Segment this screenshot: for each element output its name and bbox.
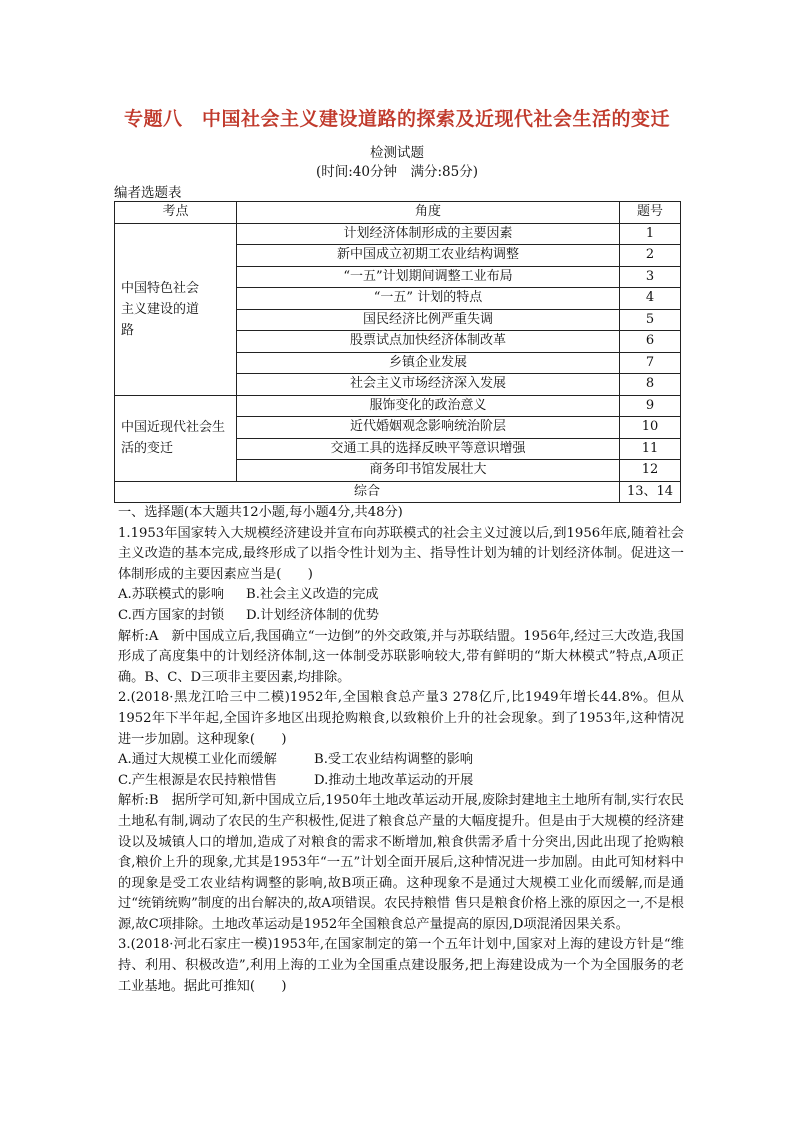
document-subtitle: 检测试题: [370, 145, 424, 161]
number-cell: 7: [620, 352, 681, 374]
table-header-row: [115, 202, 681, 224]
number-cell: 2: [620, 245, 681, 267]
table-row: [115, 395, 681, 417]
option-c: C.西方国家的封锁: [118, 607, 225, 623]
angle-cell: 计划经济体制形成的主要因素: [237, 223, 620, 245]
option-d: D.推动土地改革运动的开展: [314, 772, 474, 788]
option-b: B.社会主义改造的完成: [246, 587, 379, 603]
option-c: C.产生根源是农民持粮惜售: [118, 772, 277, 788]
question-2-options-ab: [118, 750, 684, 771]
section-heading: 一、选择题(本大题共12小题,每小题4分,共48分): [118, 505, 403, 520]
header-topic: 考点: [115, 202, 237, 224]
angle-cell: 商务印书馆发展壮大: [237, 460, 620, 482]
topic-cell: [115, 395, 237, 481]
topic-selection-table: [114, 201, 681, 503]
angle-cell: 新中国成立初期工农业结构调整: [237, 245, 620, 267]
number-cell: 1: [620, 223, 681, 245]
option-b: B.受工农业结构调整的影响: [314, 752, 473, 768]
option-a: A.通过大规模工业化而缓解: [118, 752, 277, 768]
number-cell: 10: [620, 417, 681, 439]
topic-label: 中国近现代社会生活的变迁: [121, 420, 226, 456]
angle-cell: 交通工具的选择反映平等意识增强: [237, 438, 620, 460]
topic-label: 中国特色社会主义建设的道路: [121, 280, 200, 338]
number-cell: 3: [620, 266, 681, 288]
angle-cell: 国民经济比例严重失调: [237, 309, 620, 331]
question-2-stem: 2.(2018·黑龙江哈三中二模)1952年,全国粮食总产量3 278亿斤,比1949年增长44.8%。但从1952年下半年起,全国许多地区出现抢购粮食,以致粮价上升的社会现象。到了1953年,这种情况进一步加剧。这种现象( ): [118, 690, 684, 747]
question-1-options-ab: [118, 585, 684, 606]
angle-cell: “一五”计划期间调整工业布局: [237, 266, 620, 288]
option-d: D.计划经济体制的优势: [246, 607, 379, 623]
question-1-options-cd: [118, 606, 684, 627]
angle-cell: 乡镇企业发展: [237, 352, 620, 374]
option-a: A.苏联模式的影响: [118, 587, 225, 603]
number-cell: 11: [620, 438, 681, 460]
exam-meta: (时间:40分钟 满分:85分): [316, 164, 478, 180]
question-1-analysis: 解析:A 新中国成立后,我国确立“一边倒”的外交政策,并与苏联结盟。1956年,经过三大改造,我国形成了高度集中的计划经济体制,这一体制受苏联影响较大,带有鲜明的“斯大林模式”特点,A项正确。B、C、D三项非主要因素,均排除。: [118, 628, 684, 685]
table-row: [115, 223, 681, 245]
question-3-stem: 3.(2018·河北石家庄一模)1953年,在国家制定的第一个五年计划中,国家对上海的建设方针是“维持、利用、积极改造”,利用上海的工业为全国重点建设服务,把上海建设成为一个为全国服务的老工业基地。据此可推知( ): [118, 937, 684, 994]
angle-cell: 服饰变化的政治意义: [237, 395, 620, 417]
number-cell: 8: [620, 374, 681, 396]
angle-cell: 社会主义市场经济深入发展: [237, 374, 620, 396]
number-cell: 9: [620, 395, 681, 417]
angle-cell: 股票试点加快经济体制改革: [237, 331, 620, 353]
number-cell: 6: [620, 331, 681, 353]
angle-cell: “一五” 计划的特点: [237, 288, 620, 310]
question-2-options-cd: [118, 771, 684, 792]
number-cell: 12: [620, 460, 681, 482]
summary-number-cell: 13、14: [620, 481, 681, 503]
question-2-analysis: 解析:B 据所学可知,新中国成立后,1950年土地改革运动开展,废除封建地主土地所有制,实行农民土地私有制,调动了农民的生产积极性,促进了粮食总产量的大幅度提升。但是由于大规模的经济建设以及城镇人口的增加,造成了对粮食的需求不断增加,粮食供需矛盾十分突出,因此出现了抢购粮食,粮价上升的现象,尤其是1953年“一五”计划全面开展后,这种情况进一步加剧。由此可知材料中的现象是受工农业结构调整的影响,故B项正确。这种现象不是通过大规模工业化而缓解,而是通过“统销统购”制度的出台解决的,故A项错误。农民持粮惜 售只是粮食价格上涨的原因之一,不是根源,故C项排除。土地改革运动是1952年全国粮食总产量提高的原因,D项混淆因果关系。: [118, 793, 684, 932]
topic-cell: [115, 223, 237, 395]
table-caption: 编者选题表: [114, 185, 182, 201]
number-cell: 4: [620, 288, 681, 310]
question-1-stem: 1.1953年国家转入大规模经济建设并宣布向苏联模式的社会主义过渡以后,到1956年底,随着社会主义改造的基本完成,最终形成了以指令性计划为主、指导性计划为辅的计划经济体制。促进这一体制形成的主要因素应当是( ): [118, 525, 684, 582]
angle-cell: 近代婚姻观念影响统治阶层: [237, 417, 620, 439]
table-summary-row: [115, 481, 681, 503]
document-title: 专题八 中国社会主义建设道路的探索及近现代社会生活的变迁: [123, 108, 670, 130]
header-angle: 角度: [237, 202, 620, 224]
header-number: 题号: [620, 202, 681, 224]
summary-label-cell: 综合: [115, 481, 620, 503]
questions-section: [118, 503, 684, 997]
number-cell: 5: [620, 309, 681, 331]
